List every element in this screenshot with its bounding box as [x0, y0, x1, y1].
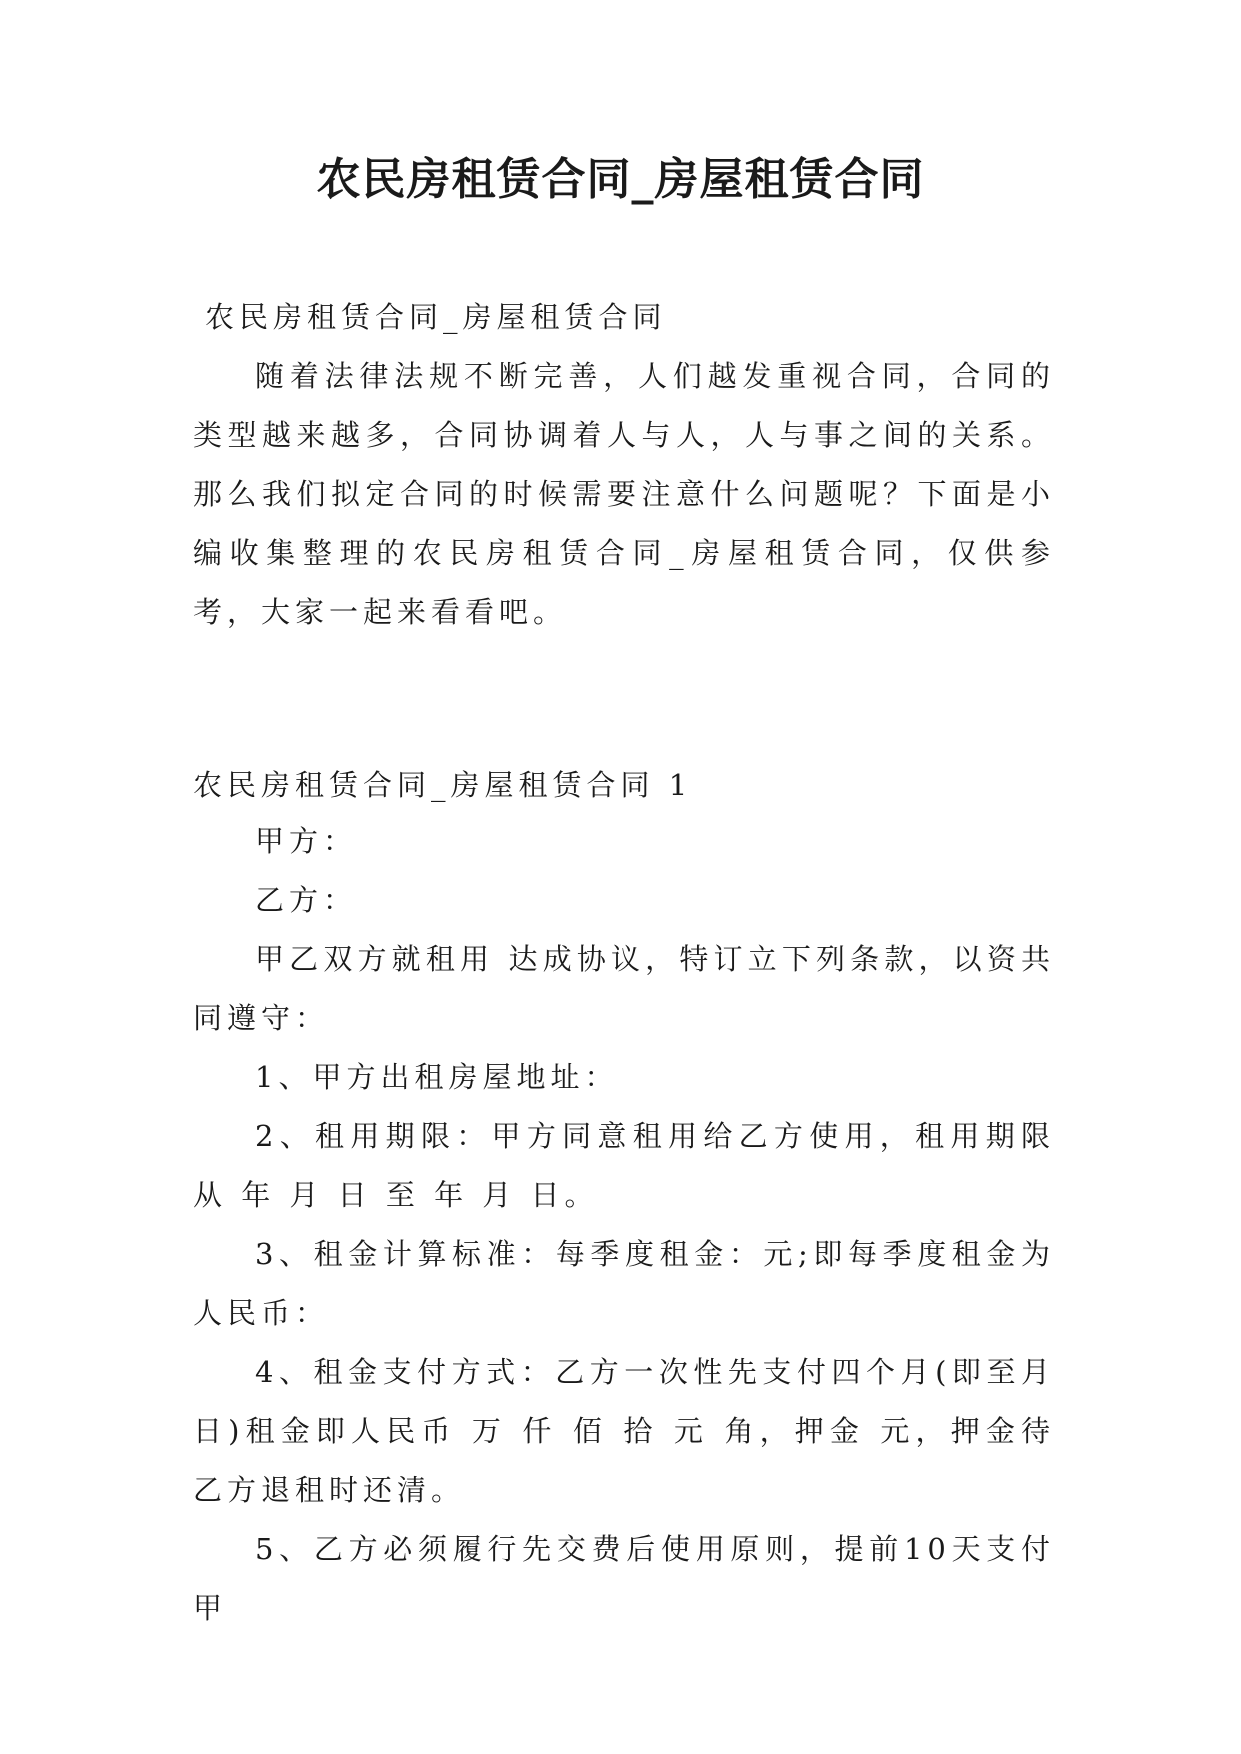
- party-b-line: 乙方：: [255, 883, 358, 917]
- agreement-preamble: 甲乙双方就租用 达成协议，特订立下列条款，以资共同遵守：: [193, 942, 1055, 1035]
- party-a-line: 甲方：: [255, 824, 358, 858]
- clause-2: 2、租用期限：甲方同意租用给乙方使用，租用期限从 年 月 日 至 年 月 日。: [193, 1119, 1055, 1212]
- document-title: 农民房租赁合同_房屋租赁合同: [316, 154, 925, 205]
- clause-4: 4、租金支付方式：乙方一次性先支付四个月(即至月日)租金即人民币 万 仟 佰 拾 元 角，押金 元，押金待乙方退租时还清。: [193, 1355, 1055, 1507]
- contract-clauses: [193, 812, 1055, 1638]
- intro-paragraph: 随着法律法规不断完善，人们越发重视合同，合同的类型越来越多，合同协调着人与人，人与事之间的关系。那么我们拟定合同的时候需要注意什么问题呢？下面是小编收集整理的农民房租赁合同_房屋租赁合同，仅供参考，大家一起来看看吧。: [193, 359, 1055, 629]
- intro-section: [193, 347, 1055, 642]
- clause-5: 5、乙方必须履行先交费后使用原则，提前10天支付甲: [193, 1532, 1055, 1625]
- clause-1: 1、甲方出租房屋地址：: [255, 1060, 619, 1094]
- document-subtitle: 农民房租赁合同_房屋租赁合同: [205, 300, 667, 334]
- section-heading: 农民房租赁合同_房屋租赁合同 1: [193, 768, 693, 802]
- clause-3: 3、租金计算标准：每季度租金：元;即每季度租金为人民币：: [193, 1237, 1055, 1330]
